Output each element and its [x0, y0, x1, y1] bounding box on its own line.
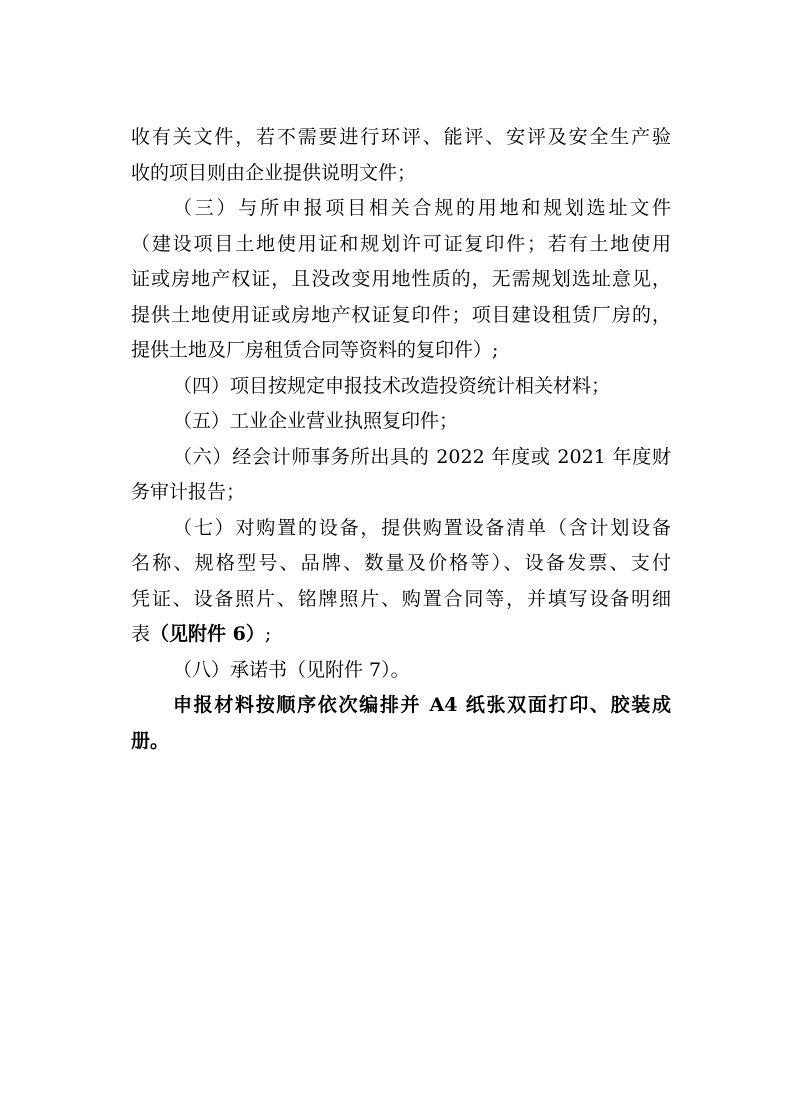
text-line: 名称、规格型号、品牌、数量及价格等）、设备发票、支付 — [131, 552, 671, 574]
text-line: 收的项目则由企业提供说明文件； — [131, 161, 417, 184]
text-segment: ; — [264, 623, 272, 645]
text-line: （五）工业企业营业执照复印件； — [173, 410, 459, 432]
text-line: （八）承诺书（见附件 7）。 — [173, 658, 410, 681]
text-line — [131, 617, 671, 653]
emphasis-line: 册。 — [131, 729, 170, 752]
attachment-reference: （见附件 6） — [150, 623, 265, 645]
text-line: 提供土地使用证或房地产权证复印件；项目建设租赁厂房的， — [131, 303, 671, 326]
document-body — [131, 120, 671, 759]
text-line: （建设项目土地使用证和规划许可证复印件；若有土地使用 — [131, 232, 671, 255]
emphasis-line: 申报材料按顺序依次编排并 A4 纸张双面打印、胶装成 — [173, 694, 671, 716]
text-line: 务审计报告； — [131, 481, 246, 503]
text-line: （三）与所申报项目相关合规的用地和规划选址文件 — [173, 197, 671, 219]
text-line: （四）项目按规定申报技术改造投资统计相关材料； — [173, 374, 611, 397]
text-line: （七）对购置的设备，提供购置设备清单（含计划设备 — [173, 516, 671, 539]
text-line: 证或房地产权证，且没改变用地性质的，无需规划选址意见， — [131, 268, 671, 290]
text-line: 提供土地及厂房租赁合同等资料的复印件）; — [131, 339, 499, 361]
text-line: 收有关文件，若不需要进行环评、能评、安评及安全生产验 — [131, 126, 671, 148]
text-line: （六）经会计师事务所出具的 2022 年度或 2021 年度财 — [173, 445, 671, 468]
text-line: 凭证、设备照片、铭牌照片、购置合同等，并填写设备明细 — [131, 587, 671, 610]
text-segment: 表 — [131, 623, 151, 645]
